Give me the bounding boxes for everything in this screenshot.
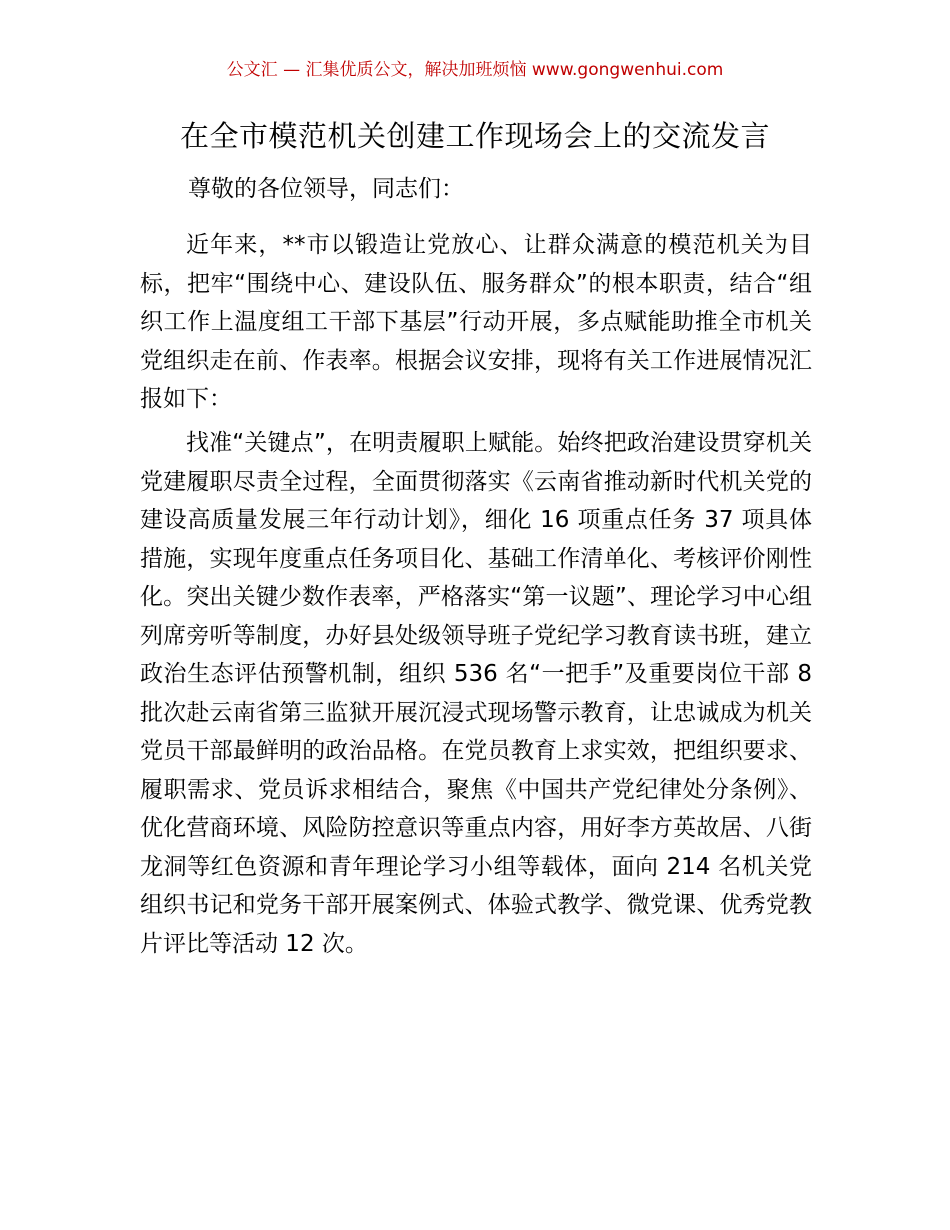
document-title: 在全市模范机关创建工作现场会上的交流发言: [179, 119, 770, 153]
paragraph-key-point: 找准“关键点”，在明责履职上赋能。始终把政治建设贯穿机关党建履职尽责全过程，全面贯彻落实《云南省推动新时代机关党的建设高质量发展三年行动计划》，细化 16 项重点任务 37 项具体措施，实现年度重点任务项目化、基础工作清单化、考核评价刚性化。突出关键少数作表率，严格落实“第一议题”、理论学习中心组列席旁听等制度，办好县处级领导班子党纪学习教育读书班，建立政治生态评估预警机制，组织 536 名“一把手”及重要岗位干部 8 批次赴云南省第三监狱开展沉浸式现场警示教育，让忠诚成为机关党员干部最鲜明的政治品格。在党员教育上求实效，把组织要求、履职需求、党员诉求相结合，聚焦《中国共产党纪律处分条例》、优化营商环境、风险防控意识等重点内容，用好李方英故居、八街龙洞等红色资源和青年理论学习小组等载体，面向 214 名机关党组织书记和党务干部开展案例式、体验式教学、微党课、优秀党教片评比等活动 12 次。: [140, 430, 812, 957]
paragraph-block-intro: [140, 226, 812, 419]
salutation: 尊敬的各位领导，同志们：: [188, 176, 464, 202]
paragraph-block-key-point: [140, 424, 812, 963]
paragraph-intro: 近年来，**市以锻造让党放心、让群众满意的模范机关为目标，把牢“围绕中心、建设队伍、服务群众”的根本职责，结合“组织工作上温度组工干部下基层”行动开展，多点赋能助推全市机关党组织走在前、作表率。根据会议安排，现将有关工作进展情况汇报如下：: [140, 232, 812, 412]
site-banner: 公文汇 — 汇集优质公文，解决加班烦恼 www.gongwenhui.com: [226, 60, 724, 80]
